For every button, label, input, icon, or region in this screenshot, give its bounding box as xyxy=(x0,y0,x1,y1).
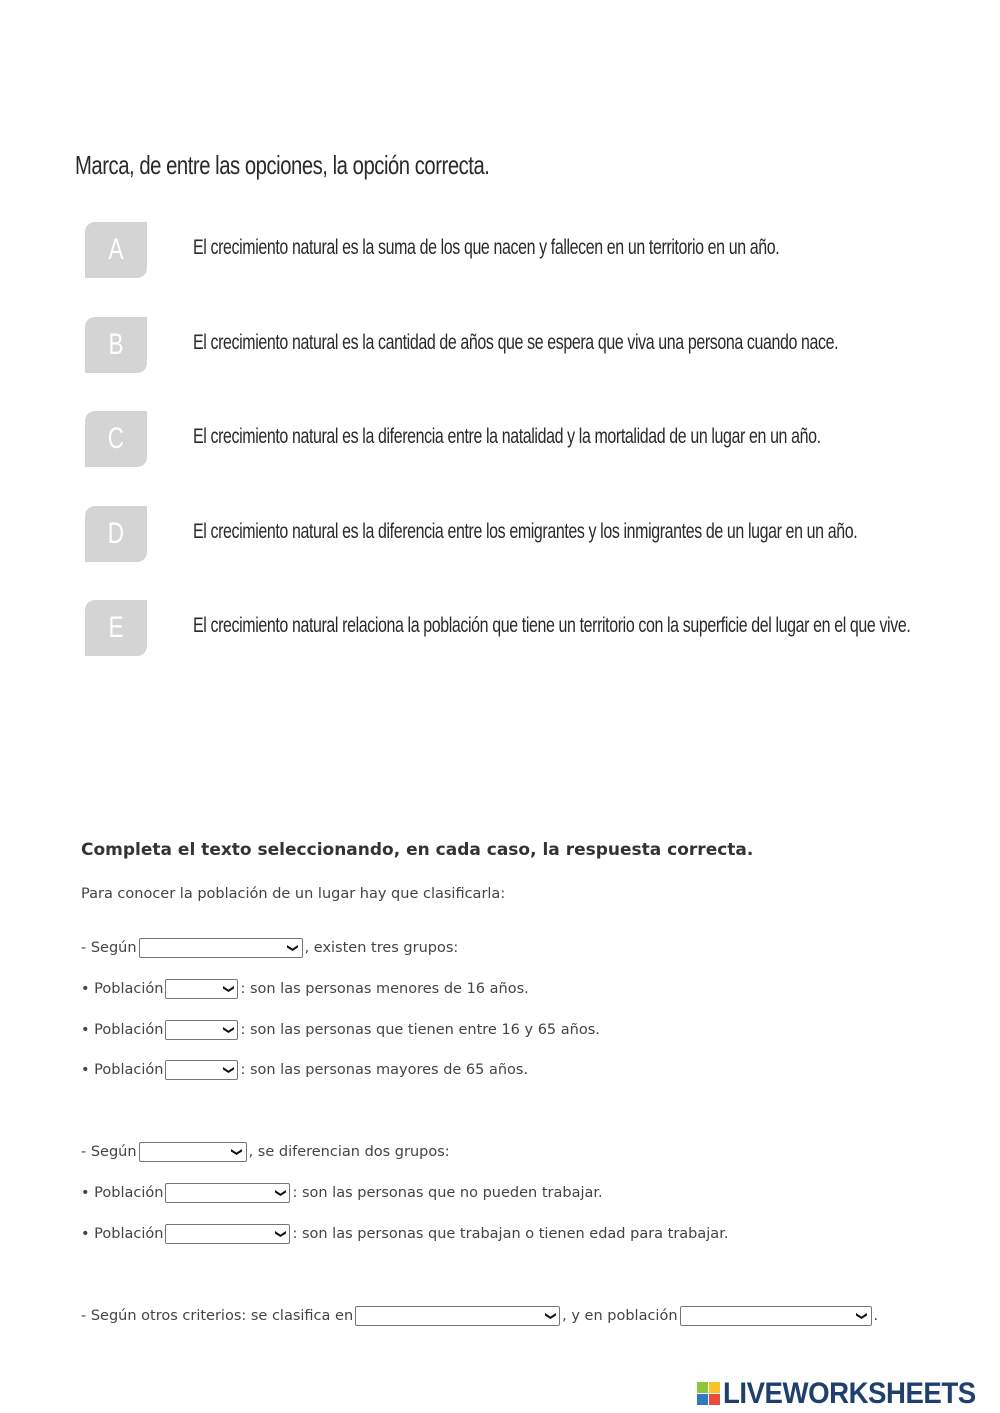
chevron-down-icon: ❯ xyxy=(222,1065,236,1075)
liveworksheets-logo xyxy=(697,1376,998,1412)
line-text: • Población xyxy=(81,1226,164,1242)
option-text-e: El crecimiento natural relaciona la población que tiene un territorio con la superficie del lugar en el que vive. xyxy=(193,614,911,637)
chevron-down-icon: ❯ xyxy=(222,1025,236,1035)
option-badge-d[interactable]: D xyxy=(85,506,147,562)
option-b[interactable] xyxy=(85,317,965,373)
option-text-d: El crecimiento natural es la diferencia entre los emigrantes y los inmigrantes de un lugar en un año. xyxy=(193,520,858,543)
line-text: , existen tres grupos: xyxy=(304,940,459,956)
line-group-active xyxy=(81,1222,728,1246)
other-criteria-2-dropdown[interactable] xyxy=(680,1306,872,1326)
option-d[interactable] xyxy=(85,506,965,562)
line-text: , y en población xyxy=(562,1308,678,1324)
line-text: - Según xyxy=(81,940,137,956)
line-text: : son las personas menores de 16 años. xyxy=(240,981,529,997)
chevron-down-icon: ❯ xyxy=(274,1188,288,1198)
chevron-down-icon: ❯ xyxy=(286,943,300,953)
line-text: : son las personas mayores de 65 años. xyxy=(240,1062,529,1078)
question-1-title: Marca, de entre las opciones, la opción correcta. xyxy=(75,150,490,180)
group-inactive-dropdown[interactable] xyxy=(165,1183,290,1203)
option-text-a: El crecimiento natural es la suma de los que nacen y fallecen en un territorio en un año. xyxy=(193,236,780,259)
line-text: : son las personas que trabajan o tienen edad para trabajar. xyxy=(292,1226,729,1242)
group-adult-dropdown[interactable] xyxy=(165,1020,238,1040)
line-text: : son las personas que tienen entre 16 y 65 años. xyxy=(240,1022,600,1038)
liveworksheets-logo-text: LIVEWORKSHEETS xyxy=(723,1377,976,1410)
chevron-down-icon: ❯ xyxy=(222,984,236,994)
question-2-title: Completa el texto seleccionando, en cada caso, la respuesta correcta. xyxy=(81,840,754,860)
chevron-down-icon: ❯ xyxy=(855,1311,869,1321)
option-c[interactable] xyxy=(85,411,965,467)
line-text: • Población xyxy=(81,1185,164,1201)
line-group-inactive xyxy=(81,1181,603,1205)
line-text: : son las personas que no pueden trabajar. xyxy=(292,1185,603,1201)
chevron-down-icon: ❯ xyxy=(544,1311,558,1321)
line-text: , se diferencian dos grupos: xyxy=(248,1144,450,1160)
line-text: • Población xyxy=(81,1062,164,1078)
line-text: . xyxy=(873,1308,879,1324)
option-badge-c[interactable]: C xyxy=(85,411,147,467)
group-old-dropdown[interactable] xyxy=(165,1060,238,1080)
line-text: • Población xyxy=(81,1022,164,1038)
line-criterion-activity xyxy=(81,1140,450,1164)
option-badge-b[interactable]: B xyxy=(85,317,147,373)
option-text-b: El crecimiento natural es la cantidad de años que se espera que viva una persona cuando nace. xyxy=(193,331,839,354)
chevron-down-icon: ❯ xyxy=(230,1147,244,1157)
criterion-2-dropdown[interactable] xyxy=(139,1142,247,1162)
line-text: - Según xyxy=(81,1144,137,1160)
option-e[interactable] xyxy=(85,600,965,656)
line-group-old xyxy=(81,1058,528,1082)
option-a[interactable] xyxy=(85,222,965,278)
line-text: - Según otros criterios: se clasifica en xyxy=(81,1308,354,1324)
line-other-criteria xyxy=(81,1304,878,1328)
question-2-intro: Para conocer la población de un lugar hay que clasificarla: xyxy=(81,886,506,902)
option-text-c: El crecimiento natural es la diferencia entre la natalidad y la mortalidad de un lugar en un año. xyxy=(193,425,821,448)
line-text: • Población xyxy=(81,981,164,997)
group-active-dropdown[interactable] xyxy=(165,1224,290,1244)
option-badge-a[interactable]: A xyxy=(85,222,147,278)
option-badge-e[interactable]: E xyxy=(85,600,147,656)
liveworksheets-mark-icon xyxy=(697,1382,721,1406)
criterion-1-dropdown[interactable] xyxy=(139,938,303,958)
line-group-adult xyxy=(81,1018,600,1042)
other-criteria-1-dropdown[interactable] xyxy=(355,1306,560,1326)
chevron-down-icon: ❯ xyxy=(274,1229,288,1239)
line-group-young xyxy=(81,977,529,1001)
line-criterion-age xyxy=(81,936,458,960)
group-young-dropdown[interactable] xyxy=(165,979,238,999)
